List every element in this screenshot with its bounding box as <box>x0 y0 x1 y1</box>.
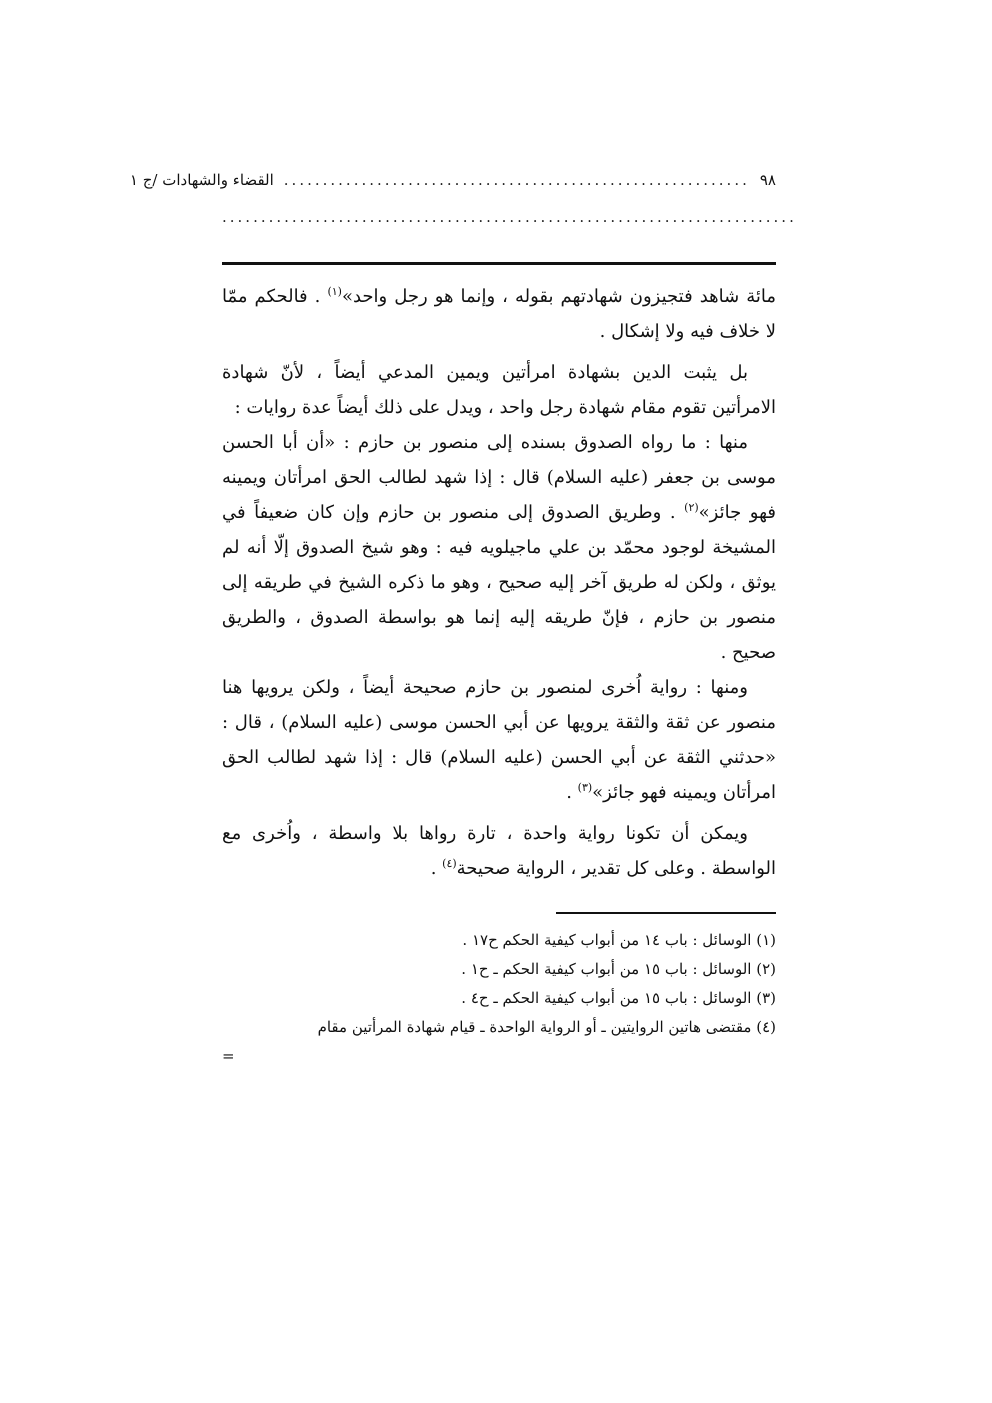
footnote-ref-3: (٣) <box>577 781 593 794</box>
paragraph-2-text: بل يثبت الدين بشهادة امرأتين ويمين المدعي أيضاً ، لأنّ شهادة الامرأتين تقوم مقام شهادة رجل واحد ، ويدل على ذلك أيضاً عدة روايات : <box>222 362 776 418</box>
paragraph-3-text: منها : ما رواه الصدوق بسنده إلى منصور بن حازم : «أن أبا الحسن موسى بن جعفر (عليه السلام) قال : إذا شهد لطالب الحق امرأتان ويمينه فهو جائز» <box>222 432 776 523</box>
footnotes <box>222 926 776 1071</box>
main-text <box>222 279 776 886</box>
footnote-continuation-mark: = <box>222 1047 235 1065</box>
footnote-4: (٤) مقتضى هاتين الروايتين ـ أو الرواية الواحدة ـ قيام شهادة المرأتين مقام <box>317 1018 776 1036</box>
footnote-separator <box>556 912 776 914</box>
footnote-ref-2: (٢) <box>684 501 699 514</box>
paragraph-5 <box>222 816 776 886</box>
paragraph-3-after: . وطريق الصدوق إلى منصور بن حازم وإن كان ضعيفاً في المشيخة لوجود محمّد بن علي ماجيلويه فيه : وهو شيخ الصدوق إلّا أنه لم يوثق ، ولكن له طريق آخر إليه صحيح ، وهو ما ذكره الشيخ في طريقه إلى منصور بن حازم ، فإنّ طريقه إليه إنما هو بواسطة الصدوق ، والطريق صحيح . <box>222 502 776 663</box>
book-title: القضاء والشهادات /ج ١ <box>129 171 274 189</box>
paragraph-1-text: مائة شاهد فتجيزون شهادتهم بقوله ، وإنما هو رجل واحد» <box>341 286 777 307</box>
footnote-ref-1: (١) <box>327 285 342 298</box>
document-page <box>129 160 797 1071</box>
page-number: ٩٨ <box>759 171 776 189</box>
paragraph-5-after: . <box>430 858 443 879</box>
header-leader-dots: ............................................................ <box>283 171 750 189</box>
paragraph-4-text: ومنها : رواية اُخرى لمنصور بن حازم صحيحة أيضاً ، ولكن يرويها هنا منصور عن ثقة والثقة يرويها عن أبي الحسن موسى (عليه السلام) ، قال : «حدثني الثقة عن أبي الحسن (عليه السلام) قال : إذا شهد لطالب الحق امرأتان ويمينه فهو جائز» <box>222 677 776 803</box>
footnote-3: (٣) الوسائل : باب ١٥ من أبواب كيفية الحكم ـ ح٤ . <box>461 989 776 1007</box>
paragraph-1-after: . فالحكم ممّا لا خلاف فيه ولا إشكال . <box>222 286 776 342</box>
paragraph-4-after: . <box>566 782 578 803</box>
header-rule <box>222 262 776 265</box>
paragraph-1 <box>222 279 776 349</box>
running-header <box>129 160 776 200</box>
paragraph-2 <box>222 355 776 425</box>
footnote-2: (٢) الوسائل : باب ١٥ من أبواب كيفية الحكم ـ ح١ . <box>461 960 776 978</box>
paragraph-5-text: ويمكن أن تكونا رواية واحدة ، تارة رواها بلا واسطة ، واُخرى مع الواسطة . وعلى كل تقدير ، الرواية صحيحة <box>222 823 776 879</box>
paragraph-3 <box>222 425 776 670</box>
footnote-1: (١) الوسائل : باب ١٤ من أبواب كيفية الحكم ح١٧ . <box>462 931 776 949</box>
header-dotted-line: .......................................................................... <box>222 208 797 226</box>
footnote-ref-4: (٤) <box>442 857 457 870</box>
paragraph-4 <box>222 670 776 810</box>
